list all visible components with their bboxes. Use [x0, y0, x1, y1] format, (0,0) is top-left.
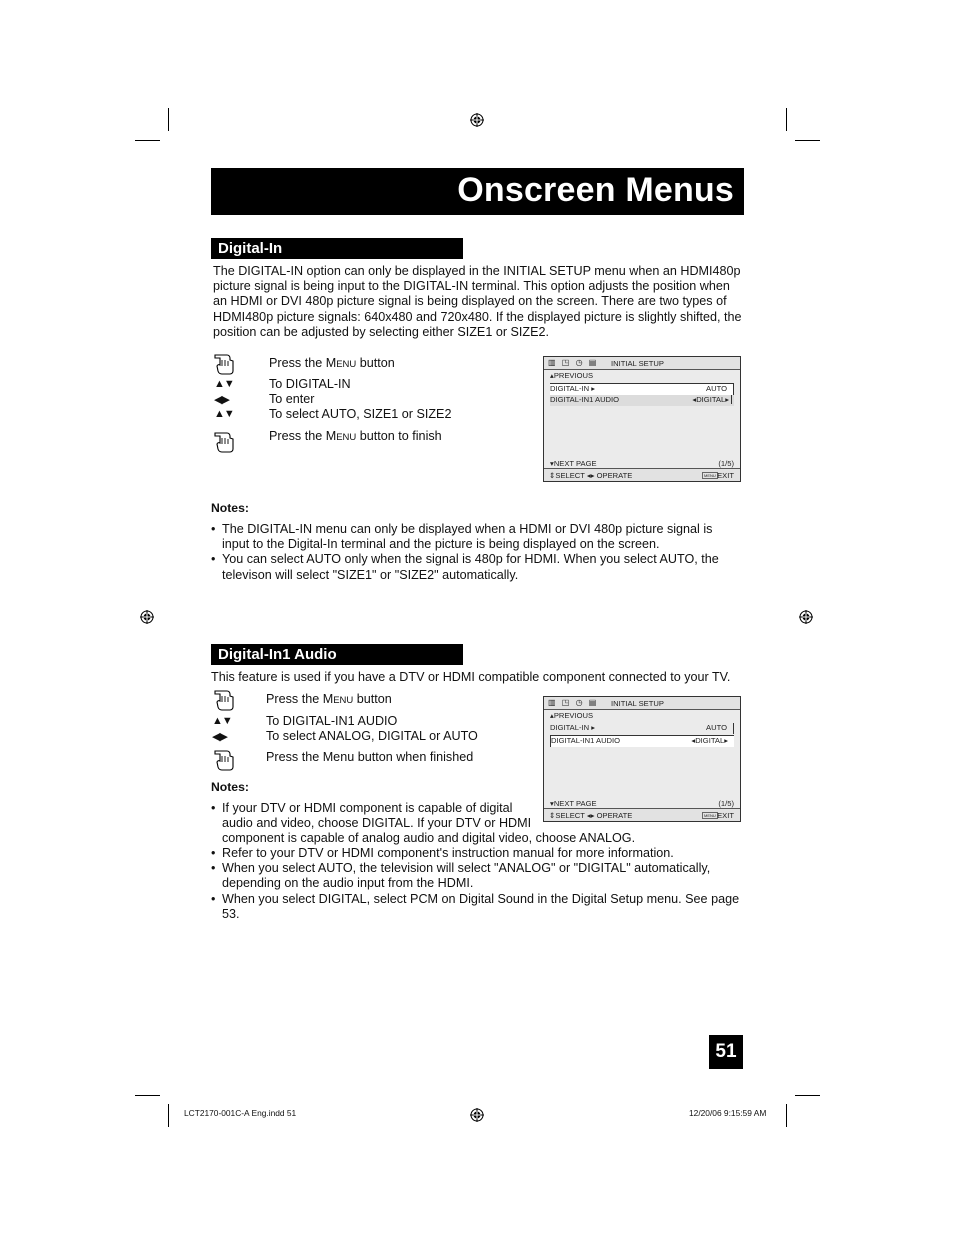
menu-header [544, 697, 740, 710]
step-to-enter: To enter [269, 392, 315, 406]
footer-timestamp: 12/20/06 9:15:59 AM [689, 1108, 767, 1118]
crop-mark [795, 1095, 820, 1096]
hand-press-icon [212, 352, 236, 376]
section-heading-digital-in1-audio: Digital-In1 Audio [211, 644, 463, 665]
page-title-bar [211, 168, 744, 215]
hand-press-icon [212, 430, 236, 454]
menu-previous: ▴PREVIOUS [550, 711, 594, 720]
menu-row-digital-in: DIGITAL-IN ▸ AUTO [550, 383, 734, 395]
menu-title: INITIAL SETUP [611, 359, 664, 368]
digital-in1-audio-intro: This feature is used if you have a DTV or HDMI compatible component connected to your TV. [211, 670, 731, 684]
menu-row-digital-in1-audio: DIGITAL-IN1 AUDIO ◂DIGITAL▸ [550, 735, 734, 747]
note-item: • The DIGITAL-IN menu can only be displayed when a HDMI or DVI 480p picture signal is input to the Digital-In terminal and the picture is being displayed on the screen. [211, 522, 741, 552]
note-item: • When you select DIGITAL, select PCM on Digital Sound in the Digital Setup menu. See page 53. [211, 892, 746, 922]
crop-mark [135, 1095, 160, 1096]
menu-footer: ⇕SELECT ◂▸ OPERATE MENU EXIT [544, 808, 740, 821]
footer-file-name: LCT2170-001C-A Eng.indd 51 [184, 1108, 297, 1118]
step-press-menu: Press the MENU button [269, 356, 395, 370]
notes-heading: Notes: [211, 501, 249, 515]
note-item: • You can select AUTO only when the signal is 480p for HDMI. When you select AUTO, the televison will select "SIZE1" or "SIZE2" automatically. [211, 552, 741, 582]
section-heading-digital-in: Digital-In [211, 238, 463, 259]
menu-next-page: ▾NEXT PAGE (1/5) [550, 459, 734, 468]
crop-mark [786, 1104, 787, 1127]
crop-mark [168, 1104, 169, 1127]
menu-tab-icons: ▥ ◳ ◷ ▤ [548, 358, 599, 367]
menu-header [544, 357, 740, 370]
notes-heading: Notes: [211, 780, 249, 794]
initial-setup-menu-screen [543, 696, 741, 822]
digital-in-intro: The DIGITAL-IN option can only be displayed in the INITIAL SETUP menu when an HDMI480p picture signal is being input to the DIGITAL-IN terminal. This option adjusts the position when an HDMI or DVI 480p picture signal is being displayed on the screen. There are two types of HDMI480p picture signals: 640x480 and 720x480. If the displayed picture is slightly shifted, the position can be adjusted by selecting either SIZE1 or SIZE2. [213, 264, 742, 339]
crop-mark [168, 108, 169, 131]
menu-previous: ▴PREVIOUS [550, 371, 594, 380]
left-right-arrows-icon: ◀▶ [212, 731, 227, 743]
crop-mark [795, 140, 820, 141]
hand-press-icon [212, 748, 236, 772]
menu-next-page: ▾NEXT PAGE (1/5) [550, 799, 734, 808]
step-press-menu: Press the MENU button [266, 692, 392, 706]
step-finished: Press the Menu button when finished [266, 750, 474, 764]
menu-row-digital-in: DIGITAL-IN ▸ AUTO [550, 723, 734, 734]
initial-setup-menu-screen [543, 356, 741, 482]
registration-mark-icon [140, 610, 154, 624]
left-right-arrows-icon: ◀▶ [214, 394, 229, 406]
registration-mark-icon [470, 1108, 484, 1122]
up-down-arrows-icon: ▲▼ [214, 378, 234, 390]
up-down-arrows-icon: ▲▼ [212, 715, 232, 727]
note-item: • When you select AUTO, the television will select "ANALOG" or "DIGITAL" automatically, depending on the audio input from the HDMI. [211, 861, 746, 891]
menu-title: INITIAL SETUP [611, 699, 664, 708]
step-to-digital-in1-audio: To DIGITAL-IN1 AUDIO [266, 714, 398, 728]
step-to-select-audio: To select ANALOG, DIGITAL or AUTO [266, 729, 478, 743]
digital-in-notes [211, 522, 741, 583]
digital-in1-audio-notes [211, 846, 746, 922]
menu-tab-icons: ▥ ◳ ◷ ▤ [548, 698, 599, 707]
up-down-arrows-icon: ▲▼ [214, 408, 234, 420]
hand-press-icon [212, 688, 236, 712]
menu-row-digital-in1-audio: DIGITAL-IN1 AUDIO ◂DIGITAL▸ [550, 395, 734, 406]
note-item: • Refer to your DTV or HDMI component's instruction manual for more information. [211, 846, 746, 861]
step-to-digital-in: To DIGITAL-IN [269, 377, 351, 391]
menu-footer: ⇕SELECT ◂▸ OPERATE MENU EXIT [544, 468, 740, 481]
step-to-select-size: To select AUTO, SIZE1 or SIZE2 [269, 407, 452, 421]
crop-mark [135, 140, 160, 141]
page-number: 51 [709, 1035, 743, 1069]
page-title: Onscreen Menus [457, 171, 734, 209]
step-finish: Press the MENU button to finish [269, 429, 442, 443]
registration-mark-icon [799, 610, 813, 624]
registration-mark-icon [470, 113, 484, 127]
crop-mark [786, 108, 787, 131]
